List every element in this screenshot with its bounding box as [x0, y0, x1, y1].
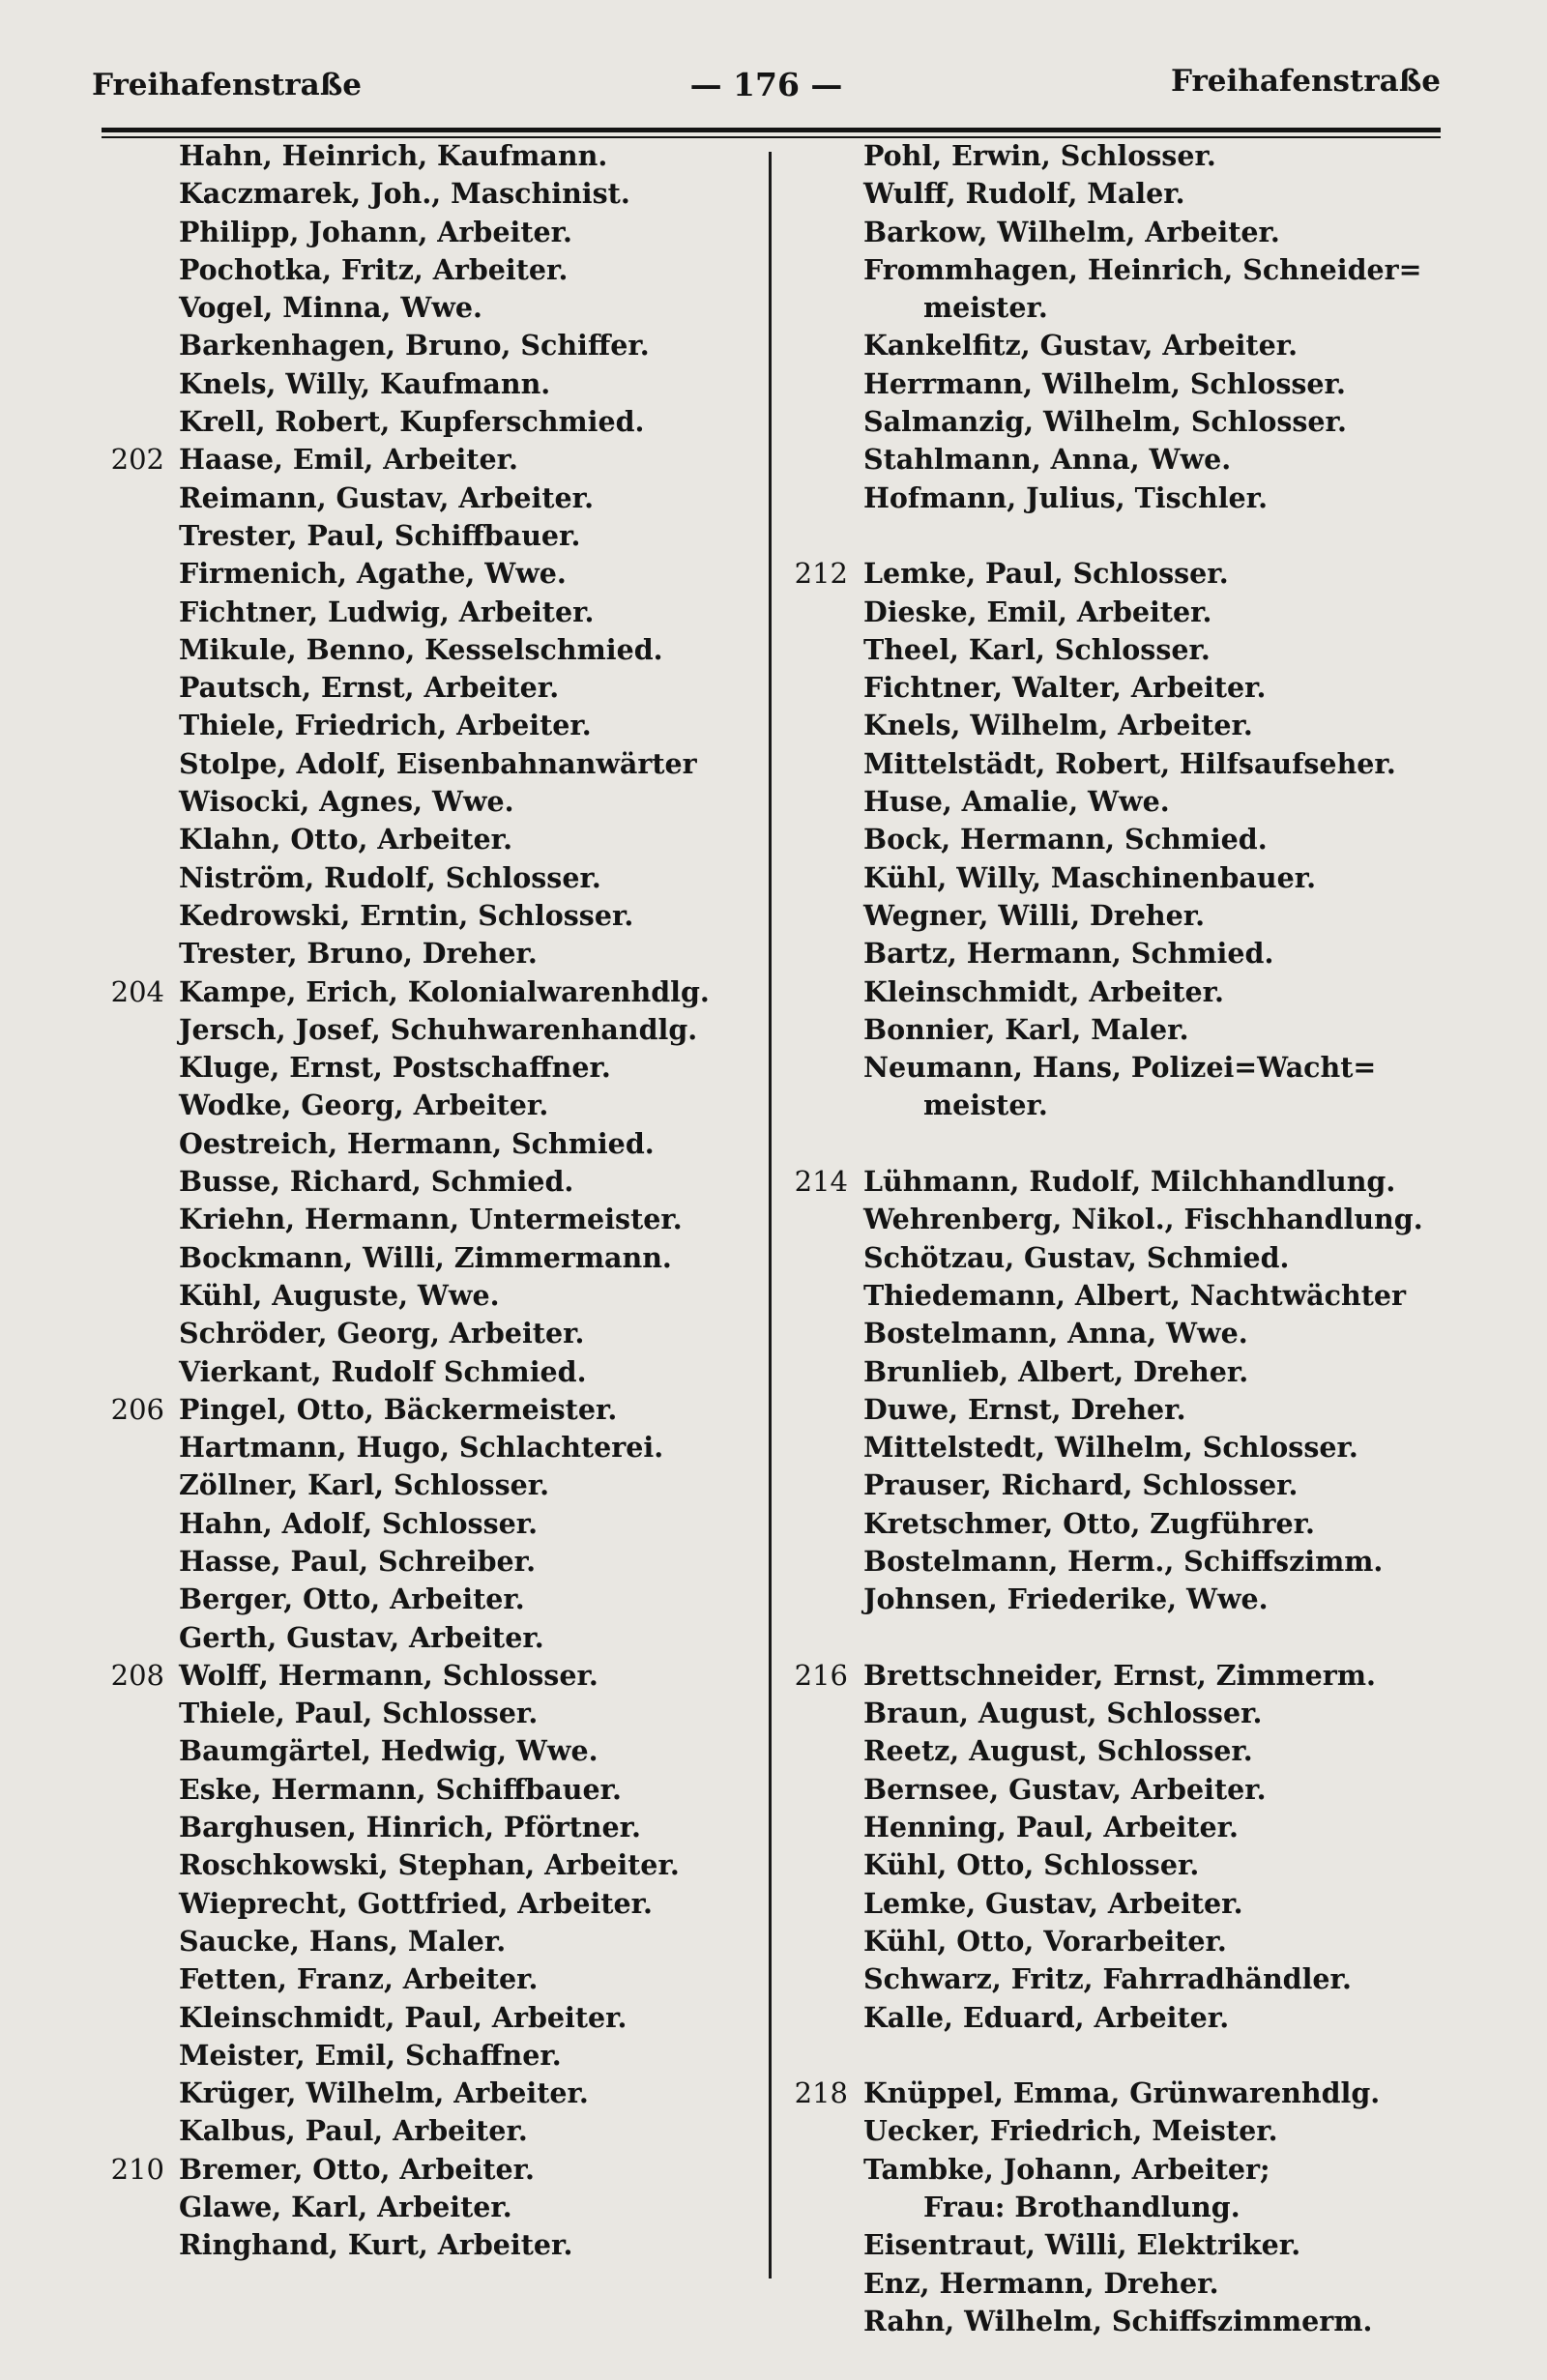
resident-entry-text: Frau: Brothandlung. [923, 2191, 1241, 2224]
resident-entry-text: Fichtner, Ludwig, Arbeiter. [179, 595, 595, 628]
directory-entry [788, 1732, 1508, 1770]
resident-entry-text: Kluge, Ernst, Postschaffner. [179, 1051, 611, 1085]
header-street-right: Freihafenstraße [1171, 64, 1441, 99]
directory-entry [788, 1049, 1508, 1087]
directory-entry [788, 1923, 1508, 1960]
directory-entry [106, 1732, 774, 1770]
house-number: 206 [110, 1392, 164, 1426]
resident-entry-text: Trester, Bruno, Dreher. [179, 937, 538, 971]
resident-entry-text: Kalle, Eduard, Arbeiter. [863, 2000, 1230, 2034]
directory-entry [788, 1087, 1508, 1124]
directory-entry [788, 821, 1508, 858]
house-number: 218 [794, 2076, 848, 2110]
directory-entry [788, 137, 1508, 175]
resident-entry-text: Neumann, Hans, Polizei=Wacht= [863, 1051, 1377, 1085]
house-number: 216 [794, 1658, 848, 1692]
directory-entry [106, 1960, 774, 1998]
directory-entry [106, 2037, 774, 2075]
directory-entry [106, 403, 774, 441]
directory-entry [788, 1505, 1508, 1543]
directory-entry [788, 2075, 1508, 2112]
resident-entry-text: Kedrowski, Erntin, Schlosser. [179, 898, 634, 932]
directory-entry [106, 1353, 774, 1391]
directory-entry [788, 2303, 1508, 2340]
resident-entry-text: meister. [923, 1088, 1048, 1122]
directory-entry [106, 1011, 774, 1049]
resident-entry-text: Barkenhagen, Bruno, Schiffer. [179, 329, 650, 363]
directory-entry [106, 1543, 774, 1581]
resident-entry-text: Roschkowski, Stephan, Arbeiter. [179, 1848, 680, 1882]
directory-entry [106, 1581, 774, 1618]
directory-entry [788, 1657, 1508, 1695]
resident-entry-text: Kühl, Willy, Maschinenbauer. [863, 860, 1317, 894]
directory-entry [788, 973, 1508, 1011]
resident-entry-text: Herrmann, Wilhelm, Schlosser. [863, 366, 1346, 400]
directory-entry [106, 859, 774, 897]
directory-entry [788, 1239, 1508, 1277]
resident-entry-text: Kühl, Auguste, Wwe. [179, 1278, 500, 1312]
resident-entry-text: Philipp, Johann, Arbeiter. [179, 215, 572, 248]
directory-entry [106, 441, 774, 479]
resident-entry-text: meister. [923, 291, 1048, 325]
resident-entry-text: Bockmann, Willi, Zimmermann. [179, 1240, 672, 1274]
directory-entry [106, 631, 774, 669]
directory-entry [106, 1429, 774, 1466]
directory-entry [788, 594, 1508, 631]
directory-entry [106, 1923, 774, 1960]
house-number: 214 [794, 1165, 848, 1199]
directory-entry [106, 1163, 774, 1201]
resident-entry-text: Bostelmann, Anna, Wwe. [863, 1317, 1248, 1350]
resident-entry-text: Knüppel, Emma, Grünwarenhdlg. [863, 2076, 1381, 2110]
directory-entry [788, 935, 1508, 972]
header-rule-thick [102, 128, 1441, 132]
directory-entry [106, 1657, 774, 1695]
directory-entry [106, 2075, 774, 2112]
directory-entry [106, 783, 774, 821]
directory-entry [106, 1125, 774, 1163]
resident-entry-text: Wulff, Rudolf, Maler. [863, 177, 1185, 211]
resident-entry-text: Vierkant, Rudolf Schmied. [179, 1354, 587, 1388]
directory-entry [106, 973, 774, 1011]
resident-entry-text: Enz, Hermann, Dreher. [863, 2266, 1219, 2300]
resident-entry-text: Barghusen, Hinrich, Pförtner. [179, 1811, 641, 1844]
directory-entry [788, 1201, 1508, 1238]
directory-entry [106, 327, 774, 364]
resident-entry-text: Dieske, Emil, Arbeiter. [863, 595, 1212, 628]
resident-entry-text: Oestreich, Hermann, Schmied. [179, 1126, 655, 1160]
directory-entry [788, 1429, 1508, 1466]
directory-entry [788, 1581, 1508, 1618]
resident-entry-text: Huse, Amalie, Wwe. [863, 785, 1170, 819]
resident-entry-text: Glawe, Karl, Arbeiter. [179, 2191, 512, 2224]
resident-entry-text: Theel, Karl, Schlosser. [863, 632, 1211, 666]
resident-entry-text: Wolff, Hermann, Schlosser. [179, 1658, 598, 1692]
resident-entry-text: Kampe, Erich, Kolonialwarenhdlg. [179, 974, 710, 1008]
right-column [788, 137, 1508, 2340]
page-header [92, 60, 1441, 118]
resident-entry-text: Zöllner, Karl, Schlosser. [179, 1468, 550, 1502]
directory-entry [106, 2112, 774, 2150]
resident-entry-text: Hasse, Paul, Schreiber. [179, 1544, 536, 1578]
resident-entry-text: Trester, Paul, Schiffbauer. [179, 518, 581, 552]
resident-entry-text: Schröder, Georg, Arbeiter. [179, 1317, 585, 1350]
directory-entry [106, 1239, 774, 1277]
resident-entry-text: Knels, Wilhelm, Arbeiter. [863, 709, 1253, 742]
directory-entry [788, 1543, 1508, 1581]
directory-entry [788, 1353, 1508, 1391]
directory-entry [106, 517, 774, 555]
directory-entry [788, 2226, 1508, 2264]
resident-entry-text: Tambke, Johann, Arbeiter; [863, 2152, 1270, 2186]
resident-entry-text: Bernsee, Gustav, Arbeiter. [863, 1772, 1267, 1806]
house-number: 212 [794, 557, 848, 591]
directory-entry [106, 175, 774, 213]
resident-entry-text: Berger, Otto, Arbeiter. [179, 1582, 525, 1616]
resident-entry-text: Braun, August, Schlosser. [863, 1697, 1263, 1730]
directory-entry [788, 403, 1508, 441]
resident-entry-text: Pingel, Otto, Bäckermeister. [179, 1392, 618, 1426]
resident-entry-text: Klahn, Otto, Arbeiter. [179, 823, 512, 856]
directory-entry [788, 859, 1508, 897]
directory-entry [788, 1960, 1508, 1998]
resident-entry-text: Frommhagen, Heinrich, Schneider= [863, 252, 1422, 286]
resident-entry-text: Lemke, Gustav, Arbeiter. [863, 1886, 1243, 1920]
directory-entry [788, 897, 1508, 935]
resident-entry-text: Firmenich, Agathe, Wwe. [179, 557, 567, 591]
resident-entry-text: Pautsch, Ernst, Arbeiter. [179, 671, 560, 705]
directory-entry [106, 669, 774, 707]
resident-entry-text: Bonnier, Karl, Maler. [863, 1012, 1189, 1046]
directory-entry [788, 1315, 1508, 1352]
resident-entry-text: Lühmann, Rudolf, Milchhandlung. [863, 1165, 1396, 1199]
directory-entry [106, 821, 774, 858]
directory-entry [788, 1771, 1508, 1809]
directory-entry [106, 289, 774, 327]
spacer-row [788, 1619, 1508, 1657]
directory-entry [788, 745, 1508, 783]
resident-entry-text: Fichtner, Walter, Arbeiter. [863, 671, 1267, 705]
directory-entry [788, 2265, 1508, 2303]
directory-entry [106, 2189, 774, 2226]
resident-entry-text: Kaczmarek, Joh., Maschinist. [179, 177, 630, 211]
directory-entry [788, 1846, 1508, 1884]
resident-entry-text: Hahn, Heinrich, Kaufmann. [179, 139, 608, 172]
resident-entry-text: Mittelstedt, Wilhelm, Schlosser. [863, 1431, 1358, 1465]
directory-entry [106, 555, 774, 593]
resident-entry-text: Brettschneider, Ernst, Zimmerm. [863, 1658, 1376, 1692]
resident-entry-text: Thiedemann, Albert, Nachtwächter [863, 1278, 1407, 1312]
directory-entry [788, 251, 1508, 289]
resident-entry-text: Kühl, Otto, Vorarbeiter. [863, 1924, 1227, 1958]
resident-entry-text: Henning, Paul, Arbeiter. [863, 1811, 1239, 1844]
resident-entry-text: Hahn, Adolf, Schlosser. [179, 1506, 539, 1540]
house-number: 204 [110, 974, 164, 1008]
left-column [106, 137, 774, 2265]
directory-entry [106, 1695, 774, 1732]
resident-entry-text: Pohl, Erwin, Schlosser. [863, 139, 1216, 172]
resident-entry-text: Bartz, Hermann, Schmied. [863, 937, 1274, 971]
resident-entry-text: Eske, Hermann, Schiffbauer. [179, 1772, 622, 1806]
resident-entry-text: Bremer, Otto, Arbeiter. [179, 2152, 535, 2186]
directory-entry [106, 1999, 774, 2037]
resident-entry-text: Niström, Rudolf, Schlosser. [179, 860, 601, 894]
resident-entry-text: Schwarz, Fritz, Fahrradhändler. [863, 1962, 1352, 1996]
directory-entry [788, 783, 1508, 821]
directory-entry [106, 1277, 774, 1315]
resident-entry-text: Kriehn, Hermann, Untermeister. [179, 1203, 683, 1236]
resident-entry-text: Schötzau, Gustav, Schmied. [863, 1240, 1290, 1274]
resident-entry-text: Duwe, Ernst, Dreher. [863, 1392, 1186, 1426]
directory-entry [106, 897, 774, 935]
resident-entry-text: Kleinschmidt, Paul, Arbeiter. [179, 2000, 628, 2034]
resident-entry-text: Gerth, Gustav, Arbeiter. [179, 1620, 544, 1654]
resident-entry-text: Thiele, Friedrich, Arbeiter. [179, 709, 592, 742]
directory-entry [106, 1771, 774, 1809]
resident-entry-text: Fetten, Franz, Arbeiter. [179, 1962, 539, 1996]
directory-entry [106, 1201, 774, 1238]
resident-entry-text: Bock, Hermann, Schmied. [863, 823, 1268, 856]
directory-entry [788, 1466, 1508, 1504]
directory-entry [788, 1999, 1508, 2037]
resident-entry-text: Saucke, Hans, Maler. [179, 1924, 507, 1958]
directory-entry [106, 1809, 774, 1846]
directory-entry [788, 1809, 1508, 1846]
directory-entry [788, 214, 1508, 251]
directory-entry [788, 1885, 1508, 1923]
directory-entry [106, 2226, 774, 2264]
directory-entry [106, 594, 774, 631]
spacer-row [788, 2037, 1508, 2075]
resident-entry-text: Krüger, Wilhelm, Arbeiter. [179, 2076, 589, 2110]
directory-entry [788, 707, 1508, 744]
house-number: 202 [110, 443, 164, 477]
directory-entry [788, 441, 1508, 479]
directory-entry [788, 175, 1508, 213]
spacer-row [788, 517, 1508, 555]
directory-entry [788, 669, 1508, 707]
resident-entry-text: Haase, Emil, Arbeiter. [179, 443, 518, 477]
resident-entry-text: Kretschmer, Otto, Zugführer. [863, 1506, 1315, 1540]
directory-entry [788, 631, 1508, 669]
resident-entry-text: Kleinschmidt, Arbeiter. [863, 974, 1224, 1008]
resident-entry-text: Brunlieb, Albert, Dreher. [863, 1354, 1249, 1388]
directory-entry [106, 1505, 774, 1543]
resident-entry-text: Wodke, Georg, Arbeiter. [179, 1088, 549, 1122]
resident-entry-text: Wisocki, Agnes, Wwe. [179, 785, 514, 819]
resident-entry-text: Prauser, Richard, Schlosser. [863, 1468, 1299, 1502]
directory-entry [106, 935, 774, 972]
house-number: 210 [110, 2152, 164, 2186]
directory-entry [788, 1011, 1508, 1049]
directory-entry [106, 1315, 774, 1352]
resident-entry-text: Thiele, Paul, Schlosser. [179, 1697, 539, 1730]
directory-entry [788, 2151, 1508, 2189]
resident-entry-text: Rahn, Wilhelm, Schiffszimmerm. [863, 2304, 1373, 2337]
directory-entry [788, 2112, 1508, 2150]
resident-entry-text: Kalbus, Paul, Arbeiter. [179, 2114, 528, 2148]
resident-entry-text: Kankelfitz, Gustav, Arbeiter. [863, 329, 1299, 363]
directory-entry [788, 289, 1508, 327]
directory-entry [106, 1466, 774, 1504]
directory-entry [788, 327, 1508, 364]
resident-entry-text: Wehrenberg, Nikol., Fischhandlung. [863, 1203, 1423, 1236]
directory-entry [106, 1619, 774, 1657]
directory-entry [106, 1049, 774, 1087]
directory-entry [788, 1163, 1508, 1201]
directory-entry [788, 479, 1508, 517]
resident-entry-text: Hartmann, Hugo, Schlachterei. [179, 1431, 664, 1465]
directory-entry [788, 1695, 1508, 1732]
directory-entry [106, 2151, 774, 2189]
directory-entry [106, 365, 774, 403]
directory-entry [106, 745, 774, 783]
resident-entry-text: Mikule, Benno, Kesselschmied. [179, 632, 663, 666]
spacer-row [788, 1125, 1508, 1163]
header-street-left: Freihafenstraße [92, 68, 362, 102]
directory-entry [106, 214, 774, 251]
directory-entry [106, 137, 774, 175]
resident-entry-text: Vogel, Minna, Wwe. [179, 291, 482, 325]
directory-entry [788, 1391, 1508, 1429]
resident-entry-text: Salmanzig, Wilhelm, Schlosser. [863, 405, 1347, 439]
directory-entry [106, 1087, 774, 1124]
resident-entry-text: Ringhand, Kurt, Arbeiter. [179, 2228, 573, 2262]
directory-entry [106, 251, 774, 289]
house-number: 208 [110, 1658, 164, 1692]
resident-entry-text: Baumgärtel, Hedwig, Wwe. [179, 1734, 598, 1768]
resident-entry-text: Hofmann, Julius, Tischler. [863, 480, 1269, 514]
resident-entry-text: Mittelstädt, Robert, Hilfsaufseher. [863, 746, 1396, 780]
resident-entry-text: Bostelmann, Herm., Schiffszimm. [863, 1544, 1384, 1578]
resident-entry-text: Reimann, Gustav, Arbeiter. [179, 480, 595, 514]
directory-entry [106, 707, 774, 744]
directory-entry [788, 2189, 1508, 2226]
resident-entry-text: Kühl, Otto, Schlosser. [863, 1848, 1200, 1882]
directory-entry [106, 1885, 774, 1923]
directory-entry [106, 479, 774, 517]
directory-entry [106, 1391, 774, 1429]
page-number: — 176 — [689, 66, 843, 103]
resident-entry-text: Meister, Emil, Schaffner. [179, 2038, 562, 2072]
resident-entry-text: Johnsen, Friederike, Wwe. [863, 1582, 1269, 1616]
directory-entry [788, 555, 1508, 593]
resident-entry-text: Busse, Richard, Schmied. [179, 1165, 574, 1199]
resident-entry-text: Knels, Willy, Kaufmann. [179, 366, 551, 400]
directory-entry [788, 1277, 1508, 1315]
resident-entry-text: Eisentraut, Willi, Elektriker. [863, 2228, 1301, 2262]
resident-entry-text: Stolpe, Adolf, Eisenbahnanwärter [179, 746, 697, 780]
directory-entry [788, 365, 1508, 403]
resident-entry-text: Barkow, Wilhelm, Arbeiter. [863, 215, 1280, 248]
resident-entry-text: Jersch, Josef, Schuhwarenhandlg. [179, 1012, 698, 1046]
resident-entry-text: Wegner, Willi, Dreher. [863, 898, 1206, 932]
resident-entry-text: Uecker, Friedrich, Meister. [863, 2114, 1278, 2148]
resident-entry-text: Pochotka, Fritz, Arbeiter. [179, 252, 569, 286]
directory-entry [106, 1846, 774, 1884]
resident-entry-text: Lemke, Paul, Schlosser. [863, 557, 1229, 591]
resident-entry-text: Reetz, August, Schlosser. [863, 1734, 1253, 1768]
resident-entry-text: Stahlmann, Anna, Wwe. [863, 443, 1232, 477]
resident-entry-text: Krell, Robert, Kupferschmied. [179, 405, 645, 439]
resident-entry-text: Wieprecht, Gottfried, Arbeiter. [179, 1886, 653, 1920]
